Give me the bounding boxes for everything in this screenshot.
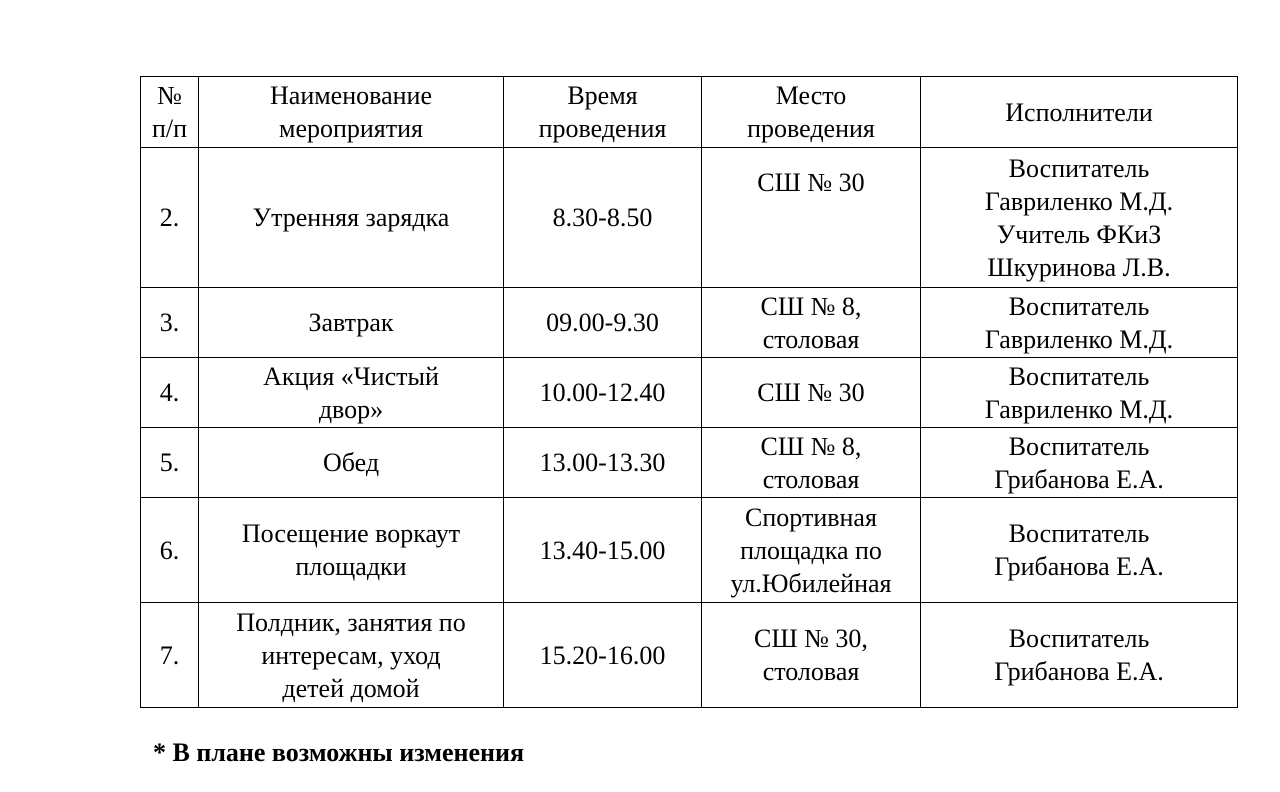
- row-event-name: Обед: [199, 428, 504, 498]
- row-time: 13.00-13.30: [504, 428, 702, 498]
- row-num: 4.: [141, 358, 199, 428]
- row-place: СШ № 8, столовая: [702, 428, 921, 498]
- row-event-name: Завтрак: [199, 288, 504, 358]
- row-performers: Воспитатель Грибанова Е.А.: [921, 603, 1238, 708]
- row-num: 2.: [141, 148, 199, 288]
- row-event-name: Утренняя зарядка: [199, 148, 504, 288]
- row-time: 13.40-15.00: [504, 498, 702, 603]
- table-row: [141, 428, 1238, 498]
- header-num: № п/п: [141, 77, 199, 148]
- row-time: 15.20-16.00: [504, 603, 702, 708]
- schedule-table: [140, 76, 1238, 708]
- row-place: СШ № 8, столовая: [702, 288, 921, 358]
- row-place: СШ № 30, столовая: [702, 603, 921, 708]
- row-event-name: Посещение воркаут площадки: [199, 498, 504, 603]
- row-performers: Воспитатель Гавриленко М.Д.: [921, 358, 1238, 428]
- row-num: 7.: [141, 603, 199, 708]
- header-name: Наименование мероприятия: [199, 77, 504, 148]
- row-num: 5.: [141, 428, 199, 498]
- table-row: [141, 148, 1238, 288]
- table-row: [141, 498, 1238, 603]
- row-time: 09.00-9.30: [504, 288, 702, 358]
- header-time: Время проведения: [504, 77, 702, 148]
- row-time: 8.30-8.50: [504, 148, 702, 288]
- table-row: [141, 358, 1238, 428]
- row-place: Спортивная площадка по ул.Юбилейная: [702, 498, 921, 603]
- row-num: 6.: [141, 498, 199, 603]
- row-num: 3.: [141, 288, 199, 358]
- row-event-name: Акция «Чистый двор»: [199, 358, 504, 428]
- row-place: СШ № 30: [702, 358, 921, 428]
- row-performers: Воспитатель Гавриленко М.Д.: [921, 288, 1238, 358]
- table-row: [141, 603, 1238, 708]
- plan-change-note: * В плане возможны изменения: [153, 738, 525, 767]
- row-time: 10.00-12.40: [504, 358, 702, 428]
- row-performers: Воспитатель Гавриленко М.Д. Учитель ФКиЗ Шкуринова Л.В.: [921, 148, 1238, 288]
- header-performers: Исполнители: [921, 77, 1238, 148]
- row-event-name: Полдник, занятия по интересам, уход детей домой: [199, 603, 504, 708]
- table-row: [141, 288, 1238, 358]
- header-place: Место проведения: [702, 77, 921, 148]
- row-place: СШ № 30: [702, 148, 921, 288]
- row-performers: Воспитатель Грибанова Е.А.: [921, 428, 1238, 498]
- row-performers: Воспитатель Грибанова Е.А.: [921, 498, 1238, 603]
- table-header-row: [141, 77, 1238, 148]
